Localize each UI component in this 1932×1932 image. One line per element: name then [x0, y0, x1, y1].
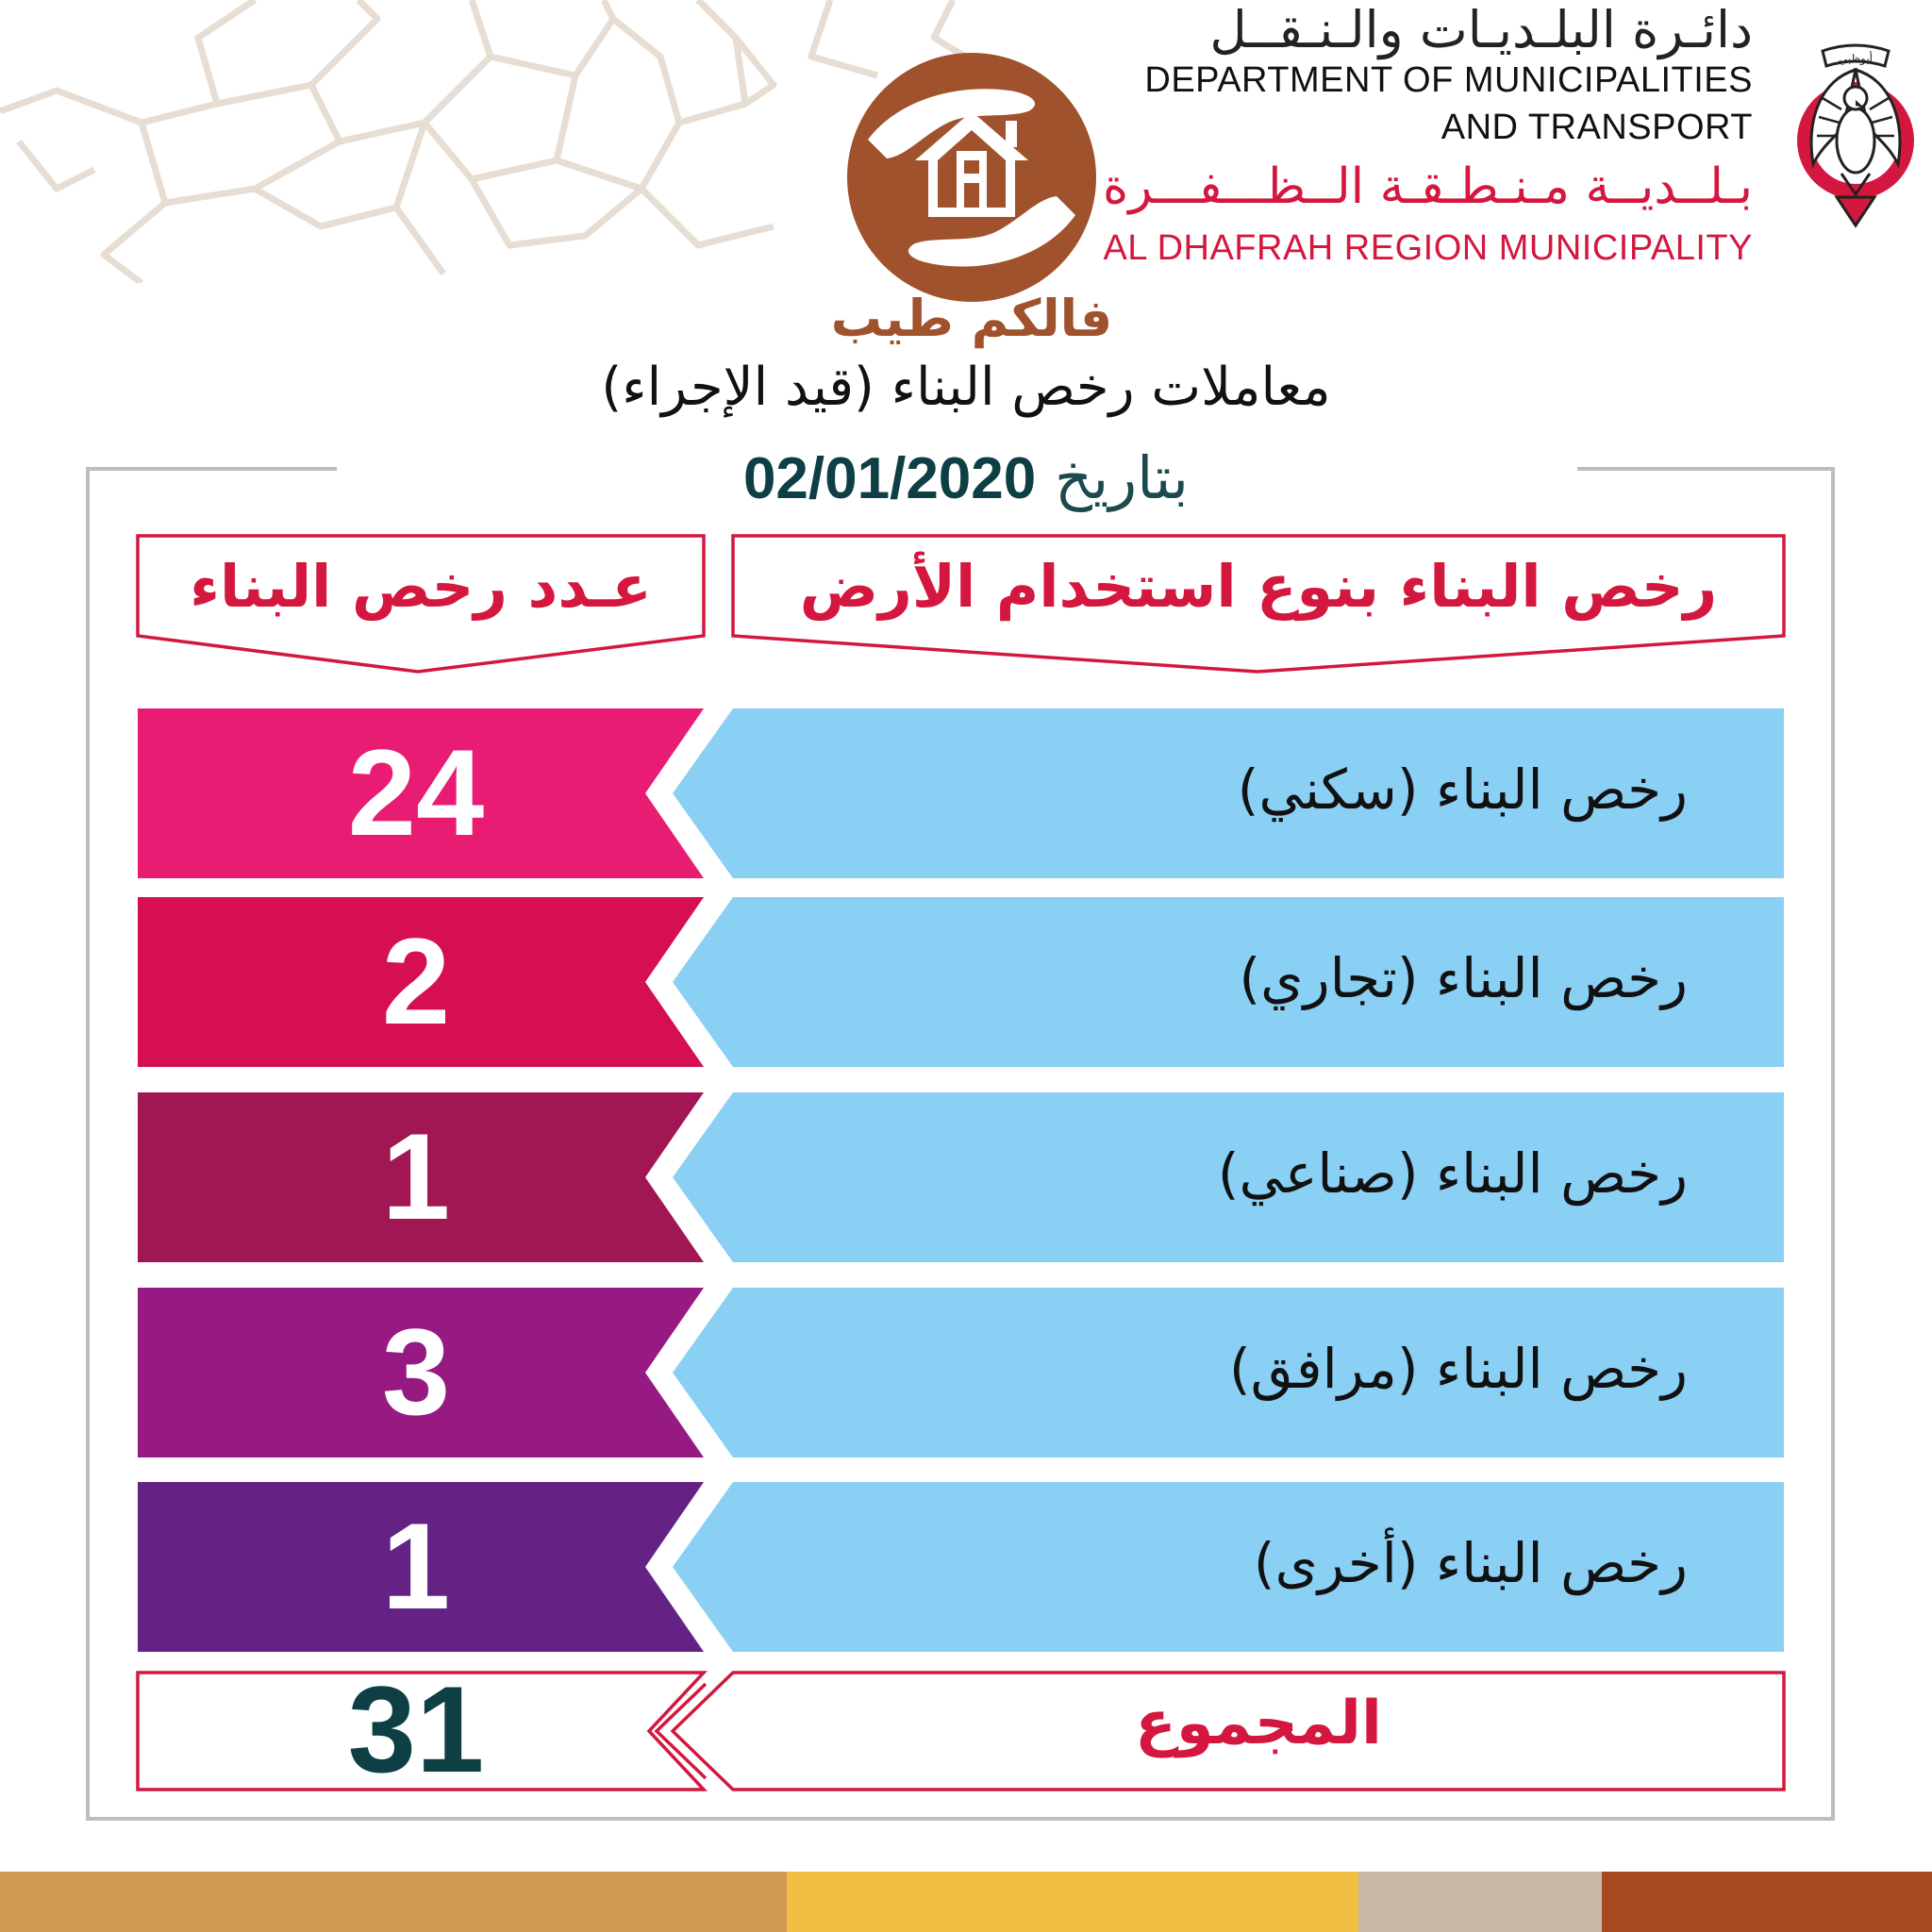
department-name-arabic: دائـرة البلـديـات والـنـقــل	[1209, 0, 1753, 59]
bottom-bar-segment-1	[0, 1872, 787, 1932]
department-name-english-line1: DEPARTMENT OF MUNICIPALITIES	[1144, 60, 1753, 100]
emblem-banner-text: أبوظبي	[1838, 52, 1874, 65]
department-name-english-line2: AND TRANSPORT	[1441, 108, 1753, 147]
row-label: رخص البناء (مرافق)	[1228, 1337, 1688, 1401]
bottom-bar-segment-2	[787, 1872, 1358, 1932]
header-land-use-type: رخص البناء بنوع استخدام الأرض	[799, 552, 1718, 621]
bottom-bar-segment-3	[1358, 1872, 1602, 1932]
row-value: 24	[347, 724, 485, 861]
header-permit-count: عـدد رخص البناء	[190, 552, 652, 621]
row-value: 1	[381, 1108, 451, 1245]
page-title: معاملات رخص البناء (قيد الإجراء)	[601, 357, 1331, 418]
date-prefix: بتاريخ	[1054, 443, 1190, 512]
row-label: رخص البناء (صناعي)	[1217, 1141, 1688, 1206]
municipality-name-arabic: بـلــديــة مـنـطـقـة الــظـــفـــرة	[1103, 158, 1753, 215]
row-label: رخص البناء (أخرى)	[1253, 1531, 1688, 1595]
brand-name: فالكم طيب	[830, 289, 1113, 348]
row-label: رخص البناء (سكني)	[1237, 758, 1688, 822]
total-value: 31	[347, 1660, 485, 1798]
bottom-bar-segment-4	[1602, 1872, 1932, 1932]
row-label: رخص البناء (تجاري)	[1239, 946, 1688, 1010]
municipality-name-english: AL DHAFRAH REGION MUNICIPALITY	[1103, 228, 1753, 268]
row-value: 1	[381, 1497, 451, 1635]
date-value: 02/01/2020	[742, 446, 1037, 511]
row-value: 3	[381, 1303, 451, 1441]
total-label: المجموع	[1135, 1689, 1382, 1758]
row-value: 2	[381, 912, 451, 1050]
